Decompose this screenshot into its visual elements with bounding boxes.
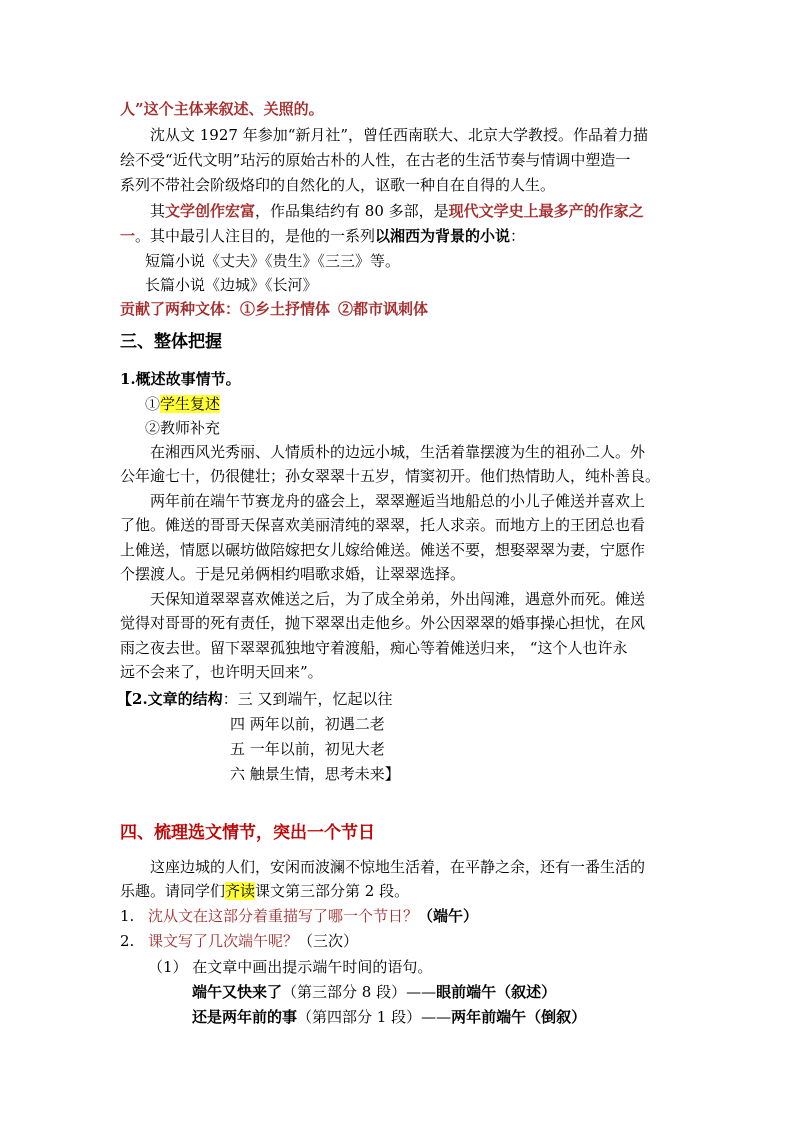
summary-paragraph-2-line-3: 上傩送，情愿以碾坊做陪嫁把女儿嫁给傩送。傩送不要，想娶翠翠为妻，宁愿作 [120,541,646,559]
type-text: （叙述） [496,983,557,1001]
emphasis-text: 文学创作宏富 [165,202,256,220]
summary-paragraph-3-line-4: 远不会来了，也许明天回来”。 [120,663,323,681]
section-4-paragraph-line-2 [120,880,409,902]
quote-text: 端午又快来了 [192,983,283,1001]
question-4-1 [120,905,478,927]
question-text: 课文写了几次端午呢？ [148,932,299,950]
intro-paragraph-1-line-1: 沈从文 1927 年参加“新月社”，曾任西南联大、北京大学教授。作品着力描 [150,126,649,144]
sub-question-1: （1） 在文章中画出提示端午时间的语句。 [148,958,433,976]
intro-paragraph-2-line-1 [150,200,644,222]
section-3-heading: 三、整体把握 [120,332,222,352]
summary-paragraph-3-line-3: 雨之夜去世。留下翠翠孤独地守着渡船，痴心等着傩送归来， “这个人也许永 [120,639,628,657]
list-number: ① [145,395,161,413]
example-line-2 [192,1006,586,1028]
literary-styles-line [120,298,428,320]
type-text: （倒叙） [526,1008,587,1026]
answer-text: （三次） [298,932,359,950]
emphasis-text: 现代文学史上最多产的作家之 [448,202,644,220]
structure-line-3: 五 一年以前，初见大老 [230,740,385,758]
structure-label: 2.文章的结构 [132,690,223,708]
summary-paragraph-2-line-1: 两年前在端午节赛龙舟的盛会上，翠翠邂逅当地船总的小儿子傩送并喜欢上 [150,492,646,510]
text-run: 乐趣。请同学们 [120,882,226,900]
section-4-paragraph-line-1: 这座边城的人们，安闲而波澜不惊地生活着，在平静之余，还有一番生活的 [150,858,646,876]
highlighted-text: 学生复述 [160,395,221,413]
short-stories-line: 短篇小说《丈夫》《贵生》《三三》等。 [145,252,401,270]
emphasis-text: 以湘西为背景的小说 [375,227,511,245]
list-number: 2. [120,932,135,950]
text-run: 其 [150,202,166,220]
text-run: 。其中最引人注目的，是他的一系列 [135,227,376,245]
text-run: 课文第三部分第 2 段。 [255,882,410,900]
style-1: ①乡土抒情体 [240,300,331,318]
summary-paragraph-3-line-1: 天保知道翠翠喜欢傩送之后，为了成全弟弟，外出闯滩，遇意外而死。傩送 [150,590,646,608]
list-number: 1. [120,907,135,925]
question-1: 1.概述故事情节。 [120,370,241,388]
example-line-1 [192,981,556,1003]
styles-label: 贡献了两种文体： [120,300,241,318]
answer-text: （端午） [418,907,479,925]
structure-line-4: 六 触景生情，思考未来】 [230,765,400,783]
novels-line: 长篇小说《边城》《长河》 [145,276,318,294]
reference-text: （第四部分 1 段）—— [297,1008,452,1026]
section-4-heading: 四、梳理选文情节，突出一个节日 [120,823,375,843]
question-text: 沈从文在这部分着重描写了哪一个节日？ [148,907,419,925]
intro-paragraph-1-line-3: 系列不带社会阶级烙印的自然化的人，讴歌一种自在自得的人生。 [120,176,556,194]
structure-line-2: 四 两年以前，初遇二老 [230,715,385,733]
summary-paragraph-3-line-2: 觉得对哥哥的死有责任，抛下翠翠出走他乡。外公因翠翠的婚事操心担忧，在风 [120,614,646,632]
summary-paragraph-2-line-2: 了他。傩送的哥哥天保喜欢美丽清纯的翠翠，托人求亲。而地方上的王团总也看 [120,516,646,534]
summary-paragraph-2-line-4: 个摆渡人。于是兄弟俩相约唱歌求婚，让翠翠选择。 [120,565,466,583]
intro-line-1: 人”这个主体来叙述、关照的。 [120,100,324,118]
summary-paragraph-1-line-2: 公年逾七十，仍很健壮；孙女翠翠十五岁，情窦初开。他们热情助人，纯朴善良。 [120,467,661,485]
quote-text: 还是两年前的事 [192,1008,298,1026]
text-run: ，作品集结约有 80 多部，是 [255,202,449,220]
question-4-2 [120,930,358,952]
style-2: ②都市讽刺体 [338,300,429,318]
label-text: 眼前端午 [436,983,497,1001]
summary-paragraph-1-line-1: 在湘西风光秀丽、人情质朴的边远小城，生活着靠摆渡为生的祖孙二人。外 [150,443,646,461]
intro-paragraph-1-line-2: 绘不受“近代文明”玷污的原始古朴的人性，在古老的生活节奏与情调中塑造一 [120,151,631,169]
reference-text: （第三部分 8 段）—— [282,983,437,1001]
structure-line-1 [117,688,392,710]
structure-part-3: ：三 又到端午，忆起以往 [222,690,393,708]
list-item-2: ②教师补充 [145,419,221,437]
emphasis-text: 一 [120,227,136,245]
intro-paragraph-2-line-2 [120,225,525,247]
highlighted-text: 齐读 [225,882,256,900]
list-item-1 [145,393,220,415]
label-text: 两年前端午 [451,1008,527,1026]
bracket: 【 [117,690,133,708]
text-run: ： [510,227,526,245]
